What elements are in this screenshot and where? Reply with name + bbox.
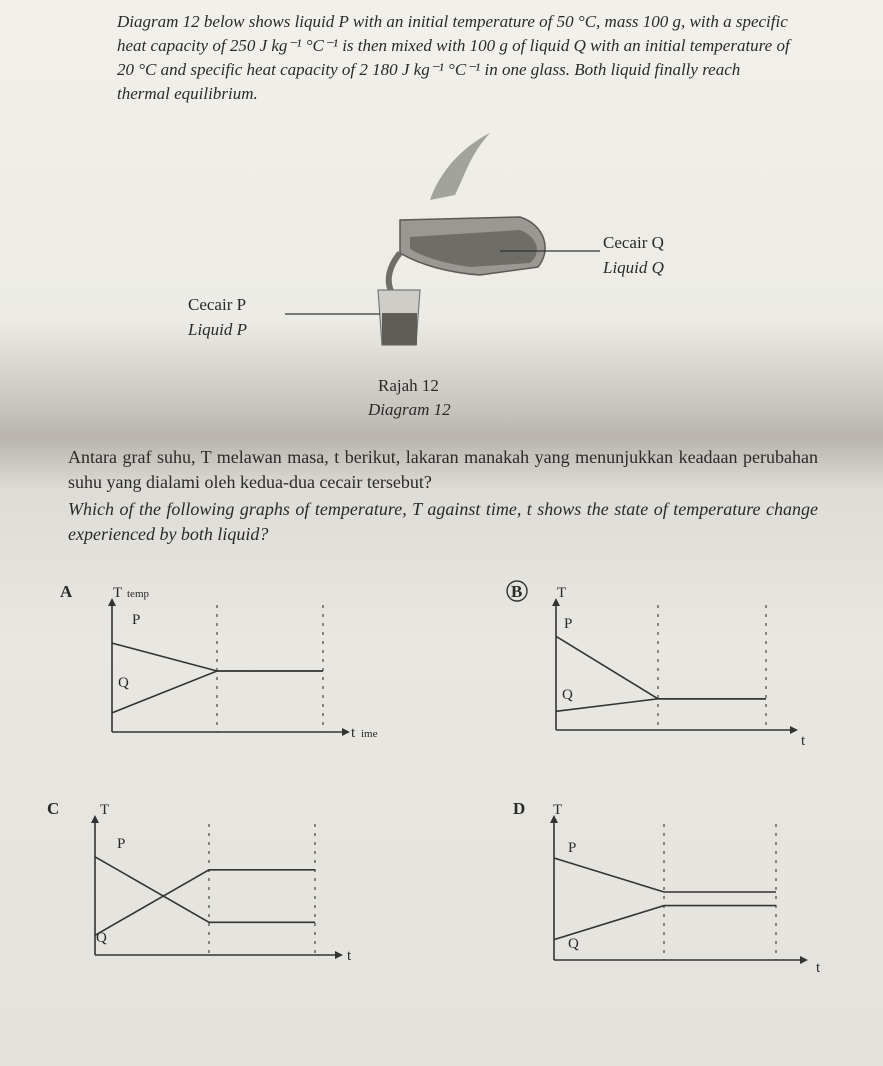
caption-ms: Rajah 12: [378, 376, 439, 395]
caption-en: Diagram 12: [368, 400, 451, 419]
option-b-series-p: P: [564, 616, 573, 632]
option-a-handwritten-x: ime: [361, 728, 378, 740]
option-c-series-p: P: [117, 836, 126, 852]
option-b-line-p: [556, 636, 766, 699]
option-c-series-q: Q: [96, 930, 107, 946]
option-b-yaxis: T: [557, 585, 567, 601]
option-d-series-q: Q: [568, 936, 579, 952]
prompt-english: Which of the following graphs of temperature, T against time, t shows the state of temperature change experienced by both liquid?: [68, 499, 818, 544]
label-q-line: [500, 250, 600, 252]
label-p-line: [285, 313, 385, 315]
option-a-graph[interactable]: [55, 575, 385, 750]
option-b-series-q: Q: [562, 687, 573, 703]
pouring-illustration: [370, 125, 600, 360]
option-a-handwritten-y: temp: [127, 588, 149, 600]
option-a-letter: A: [60, 582, 73, 601]
option-c-letter: C: [47, 799, 60, 818]
option-d-xaxis: t: [816, 960, 821, 976]
option-d-line-q: [554, 906, 776, 940]
option-c-yaxis: T: [100, 802, 110, 818]
label-p-ms: Cecair P: [188, 295, 247, 314]
option-b-xaxis: t: [801, 733, 806, 749]
option-c-line-q: [95, 870, 315, 936]
label-q-ms: Cecair Q: [603, 233, 664, 252]
option-d-graph[interactable]: [508, 792, 838, 976]
option-a-xaxis: t: [351, 725, 356, 741]
label-p-en: Liquid P: [188, 320, 248, 339]
prompt-malay: Antara graf suhu, T melawan masa, t berikut, lakaran manakah yang menunjukkan keadaan perubahan suhu yang dialami oleh kedua-dua cecair tersebut?: [68, 447, 818, 492]
option-a-yaxis: T: [113, 585, 123, 601]
hand-icon: [430, 133, 490, 200]
option-a-series-q: Q: [118, 675, 129, 691]
label-q-en: Liquid Q: [603, 258, 664, 277]
question-intro: Diagram 12 below shows liquid P with an initial temperature of 50 °C, mass 100 g, with a specific heat capacity of 250 J kg⁻¹ °C⁻¹ is then mixed with 100 g of liquid Q with an initial temperature of 20 °C and specific heat capacity of 2 180 J kg⁻¹ °C⁻¹ in one glass. Both liquid finally reach thermal equilibrium.: [117, 12, 790, 103]
option-d-series-p: P: [568, 840, 577, 856]
option-b-letter: B: [511, 582, 523, 601]
option-c-xaxis: t: [347, 948, 352, 964]
option-d-yaxis: T: [553, 802, 563, 818]
option-d-letter: D: [513, 799, 526, 818]
option-b-line-q: [556, 699, 766, 712]
option-c-line-p: [95, 857, 315, 923]
option-b-graph[interactable]: [505, 575, 835, 750]
option-a-series-p: P: [132, 612, 141, 628]
option-a-line-p: [112, 643, 323, 671]
option-c-graph[interactable]: [42, 792, 372, 972]
option-d-line-p: [554, 858, 776, 892]
